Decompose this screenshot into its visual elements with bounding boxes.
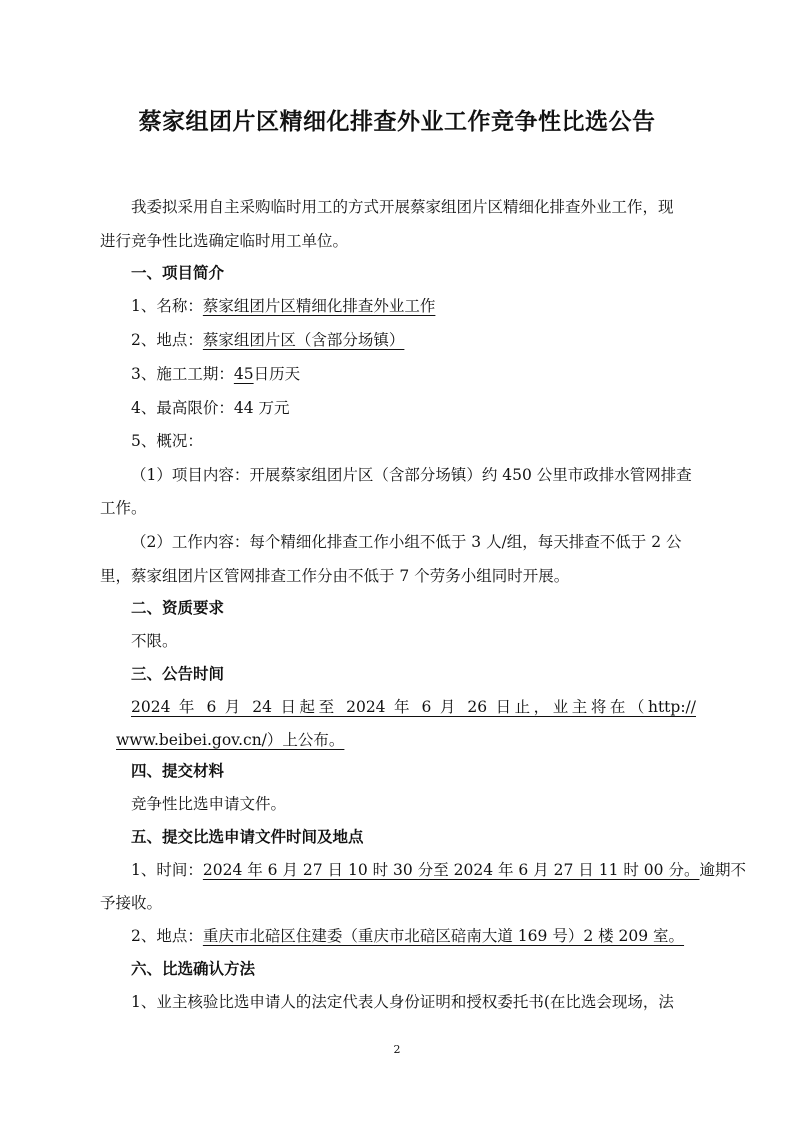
overview-item-2-line-1: （2）工作内容：每个精细化排查工作小组不低于 3 人/组，每天排查不低于 2 公 [131,533,682,551]
submission-time-label: 1、时间： [131,861,203,879]
project-period-unit: 日历天 [253,365,301,383]
project-period [131,363,696,385]
project-name [131,295,696,317]
submission-time [131,859,746,881]
submission-place [131,925,696,947]
submission-place-value: 重庆市北碚区住建委（重庆市北碚区碚南大道 169 号）2 楼 209 室。 [202,927,685,945]
notice-period-line-2 [116,729,712,751]
page-title: 蔡家组团片区精细化排查外业工作竞争性比选公告 [138,108,656,135]
project-name-value: 蔡家组团片区精细化排查外业工作 [202,297,436,315]
project-name-label: 1、名称： [131,297,203,315]
submission-time-tail: 逾期不 [699,861,746,879]
section-4-heading: 四、提交材料 [131,761,225,780]
section-1-heading: 一、项目简介 [131,263,225,282]
project-overview-label: 5、概况： [131,432,203,450]
submission-time-line-2: 予接收。 [100,894,163,912]
submission-place-label: 2、地点： [131,927,203,945]
section-2-text: 不限。 [131,632,178,650]
project-place [131,329,696,351]
project-price: 4、最高限价：44 万元 [131,399,290,417]
submission-time-value: 2024 年 6 月 27 日 10 时 30 分至 2024 年 6 月 27 日 11 时 00 分。 [202,861,700,879]
section-6-line-1: 1、业主核验比选申请人的法定代表人身份证明和授权委托书(在比选会现场，法 [131,993,674,1011]
section-2-heading: 二、资质要求 [131,598,225,617]
notice-period-line-1: 2024 年 6 月 24 日起至 2024 年 6 月 26 日止，业主将在（http:// [131,698,696,716]
intro-line-2: 进行竞争性比选确定临时用工单位。 [100,232,349,250]
project-period-label: 3、施工工期： [131,365,234,383]
project-period-value: 45 [233,365,254,383]
overview-item-1-line-1: （1）项目内容：开展蔡家组团片区（含部分场镇）约 450 公里市政排水管网排查 [131,466,692,484]
notice-url: www.beibei.gov.cn/）上公布。 [116,731,345,749]
section-5-heading: 五、提交比选申请文件时间及地点 [131,827,364,846]
overview-item-1-line-2: 工作。 [100,499,147,517]
intro-line-1: 我委拟采用自主采购临时用工的方式开展蔡家组团片区精细化排查外业工作，现 [131,198,674,216]
project-place-label: 2、地点： [131,331,203,349]
section-6-heading: 六、比选确认方法 [131,959,256,978]
page-number: 2 [393,1043,401,1056]
project-place-value: 蔡家组团片区（含部分场镇） [202,331,405,349]
section-4-text: 竞争性比选申请文件。 [131,795,287,813]
overview-item-2-line-2: 里，蔡家组团片区管网排查工作分由不低于 7 个劳务小组同时开展。 [100,567,570,585]
section-3-heading: 三、公告时间 [131,664,225,683]
